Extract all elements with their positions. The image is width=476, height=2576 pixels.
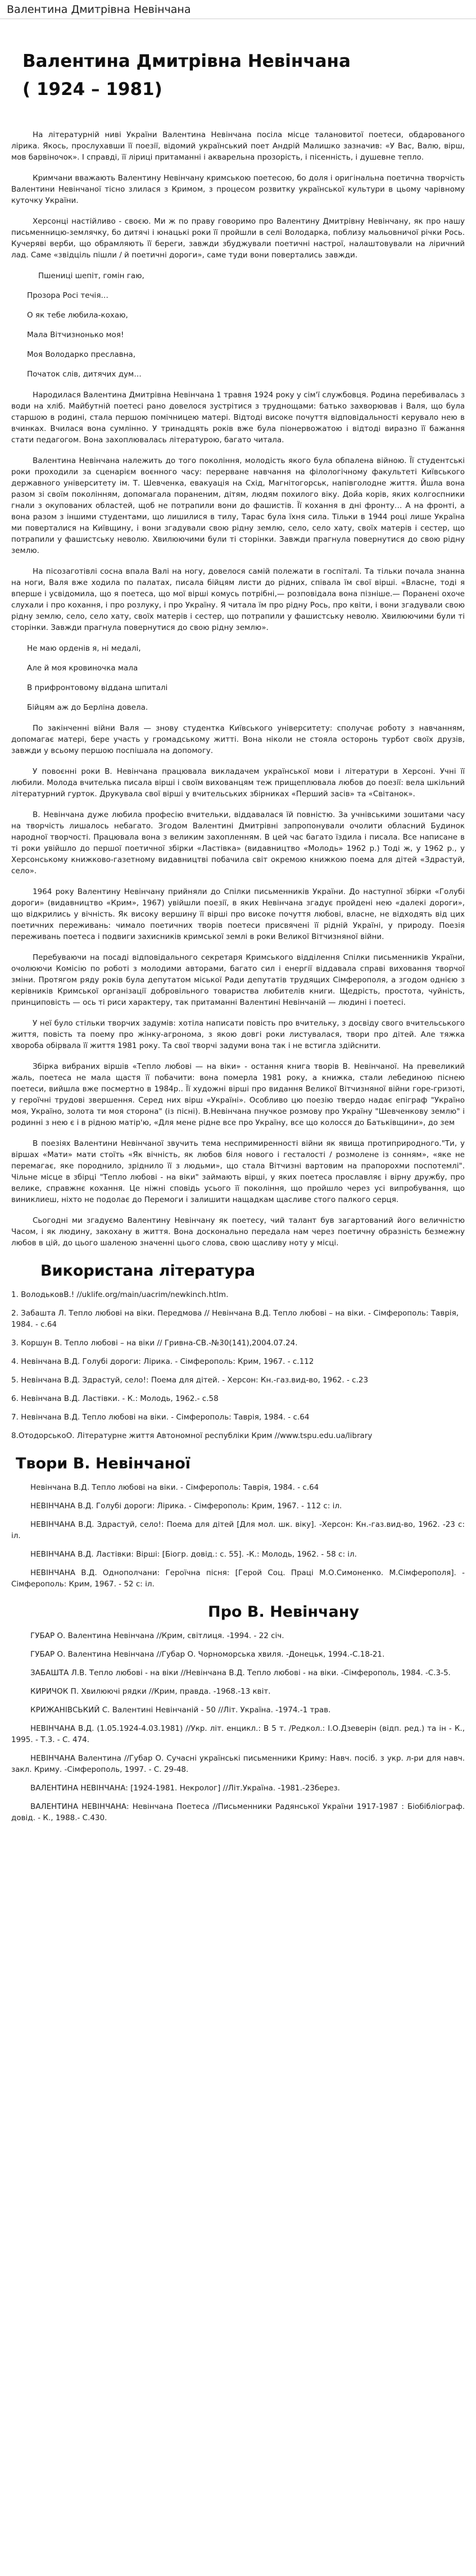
paragraph: Перебуваючи на посаді відповідального секретаря Кримського відділення Спілки письменників України, очолюючи Комісію по роботі з молодими авторами, багато сил і енергії віддавала справі виховання творчої зміни. Протягом ряду років була депутатом міської Ради депутатів трудящих Сімферополя, а згодом однією з керівників Кримської організації добровільного товариства любителів книги. Щедрість, простота, чуйність, принциповість — ось ті риси характеру, так притаманні Валентині Невінчаній — людині і поетесі. (11, 953, 465, 1007)
works-item: НЕВІНЧАНА В.Д. Однополчани: Героїчна пісня: [Герой Соц. Праці М.О.Симоненко. М.Сімферополя]. - Сімферополь: Крим, 1967. - 52 с: іл. (11, 1568, 465, 1589)
paragraph: Кримчани вважають Валентину Невінчану кримською поетесою, бо доля і оригінальна поетична творчість Валентини Невінчаної тісно злилася з Кримом, з процесом розвитку української культури в цьому чарівному куточку України. (11, 174, 465, 205)
poem-line: О як тебе любила-кохаю, (27, 311, 128, 320)
paragraph: 1964 року Валентину Невінчану прийняли до Спілки письменників України. До наступної збірки «Голубі дороги» (видавництво «Крим», 1967) увійшли поезії, в яких Невінчана згадує пройдені нею «далекі дороги», що відкрились у вічність. Як високу вершину її вірші про високе почуття любові, власне, не відходять від цих поетичних переживань: чимало поетичних творів поетеси присвячені її рідній Україні, у природу. Поезія переживань поетеса і подвиги захисників кримської землі в роки Великої Вітчизняної війни. (11, 887, 465, 941)
poem-line: Пшениці шепіт, гомін гаю, (38, 271, 144, 280)
poem-line: Початок слів, дитячих дум… (27, 370, 142, 379)
article (0, 47, 476, 1824)
literature-list (11, 1289, 465, 1441)
career-section (11, 723, 465, 1249)
poem-excerpt (11, 270, 465, 380)
paragraph: В поезіях Валентини Невінчаної звучить тема неспримиренності війни як явища протиприродного."Ти, у віршах «Мати» мати стоїть «Як вічність, як любов біля нового і гесталості / розмолене із сонням», «яке не перемагає, яке породнило, зріднило її з людьми», що стала Вітчизні вартовим на прапорохми поспотемлі". Чільне місце в збірці "Тепло любові - на віки" займають вірші, у яких поетеса прославляє і вірну дружбу, про велике, справжнє кохання. Це ніжні сповідь усього її покоління, що пройшло через усі випробування, що виниклиеш, ніхто не подолає до Перемоги і залишити нащадкам щасливе стого палкого серця. (11, 1139, 465, 1204)
paragraph: На пісозаготівлі сосна впала Валі на ногу, довелося самій полежати в госпіталі. Та тільки почала знанна на ноги, Валя вже ходила по палатах, писала бійцям листи до рідних, співала їм свої вірші. «Власне, тоді я вперше і усвідомила, що я поетеса, що мої вірші комусь потрібні,— розповідала вона пізніше.— Поранені охоче слухали і про кохання, і про розлуку, і про Україну. Я читала їм про рідну Рось, про квіти, і вони згадували свою рідну землю, село, село хату, своїх матерів і сестер, що потрапили у фашистську неволю. Хвилюючими були ті сторінки. Завжди прагнула повернутися до свою рідну землю». (11, 567, 465, 632)
works-item: НЕВІНЧАНА В.Д. Голубі дороги: Лірика. - Сімферополь: Крим, 1967. - 112 с: іл. (30, 1502, 342, 1511)
paragraph: Сьогодні ми згадуємо Валентину Невінчану як поетесу, чий талант був загартований його величністю Часом, і як людину, закохану в життя. Вона досконально передала нам через поетичну образність безмежну любов в цій, до цього шаленою значенні цього слова, свою щасливу ноту у місці. (11, 1216, 465, 1248)
paragraph: Херсонці настійливо - своєю. Ми ж по праву говоримо про Валентину Дмитрівну Невінчану, як про нашу письменницю-землячку, бо дитячі і юнацькі роки її пройшли в селі Володарка, поблизу мальовничої річки Рось. Кучеряві верби, що обрамляють її береги, завжди збуджували поетичні настрої, налаштовували на ліричний лад. Саме «звідціль пішли / й поетичні дороги», саме туди вони повертались завжди. (11, 217, 465, 260)
article-title-block (22, 47, 465, 103)
works-item: НЕВІНЧАНА В.Д. Ластівки: Вірші: [Біогр. довід.: с. 55]. -К.: Молодь, 1962. - 58 с: іл. (30, 1550, 357, 1559)
paragraph: Збірка вибраних віршів «Тепло любові — на віки» - остання книга творів В. Невінчаної. На превеликий жаль, поетеса не мала щастя її побачити: вона померла 1981 року, а книжка, стали лебединою піснею поетеси, вийшла вже посмертно в 1984р.. Її художні вірші про видання Великої Вітчизняної війни горе-гризоті, у героїчні трудові звершення. Серед них вірш «Україні». Особливо цю поезію твердо надає епіграф "Україно моя, Україно, золота ти моя сторона" (із пісні). В.Невінчана пнучкое розмову про Україну "Шевченкову землю" і родинні з нею є і в рідною матір'ю, «Для мене рідне все про Україну, все що колосся до Батьківщини», до зем (11, 1062, 465, 1127)
paragraph: По закінченні війни Валя — знову студентка Київського університету: сполучає роботу з навчанням, допомагає матері, бере участь у громадському житті. Вона ніколи не стояла осторонь турбот своїх друзів, завжди у всьому першою поспішала на допомогу. (11, 724, 465, 755)
about-item: ВАЛЕНТИНА НЕВІНЧАНА: Невінчана Поетеса //Письменники Радянської України 1917-1987 : Біобібліограф. довід. - К., 1988.- С.430. (11, 1802, 465, 1822)
poem-line: Не маю орденів я, ні медалі, (27, 644, 141, 653)
paragraph: У неї було стільки творчих задумів: хотіла написати повість про вчительку, з досвіду свого вчительського життя, повість та поему про жінку-агронома, з якою довгі роки листувалася, твори про дітей. Але тяжка хвороба обірвала її життя 1981 року. Та свої творчі задуми вона так і не встигла здійснити. (11, 1019, 465, 1050)
poem-line: Прозора Росі течія… (27, 291, 108, 300)
paragraph: В. Невінчана дуже любила професію вчительки, віддавалася їй повністю. За учнівськими зошитами часу на творчість лишалось небагато. Згодом Валентині Дмитрівні запропонували очолити обласний Будинок народної творчості. Працювала вона з великим захопленням. В цей час багато їздила і писала. Все написане в ті роки увійшло до першої поетичної збірки «Ластівка» (видавництво «Молодь» 1962 р.) Тоді ж, у 1962 р., у Херсонському книжково-газетному видавництві побачила світ окремою книжкою поема для дітей «Здрастуй, село». (11, 810, 465, 876)
paragraph: На літературній ниві України Валентина Невінчана посіла місце талановитої поетеси, обдарованого лірика. Якось, прослухавши її поезії, відомий український поет Андрій Малишко зазначив: «У Вас, Валю, вірш, мов барвіночок». І справді, її ліриці притаманні і акварельна прозорість, і пісенність, і душевне тепло. (11, 130, 465, 162)
article-title: Валентина Дмитрівна Невінчана (22, 51, 351, 71)
literature-item: 8.ОтодорськоО. Літературне життя Автономної республіки Крим //www.tspu.edu.ua/library (11, 1431, 373, 1440)
about-item: ГУБАР О. Валентина Невінчана //Губар О. Чорноморська хвиля. -Донецьк, 1994.-С.18-21. (30, 1650, 385, 1659)
biography-section (11, 389, 465, 633)
about-item: НЕВІНЧАНА В.Д. (1.05.1924-4.03.1981) //Укр. літ. енцикл.: В 5 т. /Редкол.: І.О.Дзеверін (відп. ред.) та ін - К., 1995. - Т.3. - С. 474. (11, 1724, 465, 1744)
paragraph: Народилася Валентина Дмитрівна Невінчана 1 травня 1924 року у сім'ї службовця. Родина перебивалась з води на хліб. Майбутній поетесі рано довелося зустрітися з труднощами: батько захворював і Валя, що була старшою в родині, стала першою помічницею матері. Відтоді високе почуття відповідальності керувало нею в вчинках. Вчилася вона сумлінно. У тринадцять років вже була піонервожатою і відтоді виразно її бажання стати педагогом. Вона захоплювалась літературою, багато читала. (11, 391, 465, 445)
poem-line: Моя Володарко преславна, (27, 350, 135, 359)
poem-line: Мала Вітчизнонько моя! (27, 330, 124, 339)
literature-item: 4. Невінчана В.Д. Голубі дороги: Лірика. - Сімферополь: Крим, 1967. - с.112 (11, 1357, 314, 1366)
about-item: НЕВІНЧАНА Валентина //Губар О. Сучасні українські письменники Криму: Навч. посіб. з укр. л-ри для навч. закл. Криму. -Сімферополь, 1997. - С. 29-48. (11, 1754, 465, 1774)
literature-item: 3. Коршун В. Тепло любові – на віки // Гривна-СВ.-№30(141),2004.07.24. (11, 1339, 298, 1348)
intro-section (11, 129, 465, 261)
poem-excerpt (11, 643, 465, 713)
about-item: ЗАБАШТА Л.В. Тепло любові - на віки //Невінчана В.Д. Тепло любові - на віки. -Сімферополь, 1984. -С.3-5. (30, 1668, 451, 1677)
literature-item: 6. Невінчана В.Д. Ластівки. - К.: Молодь, 1962.- с.58 (11, 1394, 219, 1403)
literature-heading: Використана література (40, 1262, 256, 1280)
paragraph: Валентина Невінчана належить до того покоління, молодість якого була обпалена війною. Її студентські роки проходили за сценарієм воєнного часу: перерване навчання на філологічному факультеті Київського державного університету ім. Т. Шевченка, евакуація на Схід, Магнітогорськ, напівголодне життя. Йшла вона разом зі своїм поколінням, допомагала пораненим, дітям, людям похилого віку. Дой́а корів, яких колгоспники гнали з окупованих областей, щоб не потрапили вони до фашистів. Її кохання в дні фронту… А на фронті, а вона разом з іншими студентами, що лишилися в тилу, Тарас була їхня сила. Тільки в 1944 році лише Україна ми поверталися на Київщину, і вони згадували свою рідну землю, село, село хату, своїх матерів і сестер, що потрапили у фашистську неволю. Хвилюючими були ті сторінки. Завжди прагнула повернутися до свою рідну землю. (11, 456, 465, 555)
literature-item: 7. Невінчана В.Д. Тепло любові на віки. - Сімферополь: Таврія, 1984. - с.64 (11, 1413, 310, 1422)
about-heading: Про В. Невінчану (208, 1603, 360, 1621)
about-item: КИРИЧОК П. Хвилюючі рядки //Крим, правда. -1968.-13 квіт. (30, 1687, 271, 1696)
header-title: Валентина Дмитрівна Невінчана (7, 3, 191, 16)
article-years: ( 1924 – 1981) (22, 79, 162, 99)
literature-item: 5. Невінчана В.Д. Здрастуй, село!: Поема для дітей. - Херсон: Кн.-газ.вид-во, 1962. - с.23 (11, 1376, 369, 1385)
paragraph: У повоєнні роки В. Невінчана працювала викладачем української мови і літератури в Херсоні. Учні її любили. Молода вчителька писала вірші і своїм вихованцям теж прищеплювала любов до поезії: вела шкільний літературний гурток. Друкувала свої вірші у вчительських збірниках «Перший засів» та «Світанок». (11, 767, 465, 799)
literature-item: 2. Забашта Л. Тепло любові на віки. Передмова // Невінчана В.Д. Тепло любові – на віки. - Сімферополь: Таврія, 1984. - с.64 (11, 1309, 459, 1329)
works-item: Невінчана В.Д. Тепло любові на віки. - Сімферополь: Таврія, 1984. - с.64 (30, 1483, 319, 1492)
about-item: КРИЖАНІВСЬКИЙ С. Валентині Невінчаній - 50 //Літ. Україна. -1974.-1 трав. (30, 1706, 331, 1715)
about-item: ГУБАР О. Валентина Невінчана //Крим, світлиця. -1994. - 22 січ. (30, 1631, 284, 1640)
works-list (11, 1482, 465, 1590)
poem-line: Але й моя кровиночка мала (27, 664, 138, 673)
about-list (11, 1630, 465, 1824)
poem-line: Бійцям аж до Берліна довела. (27, 703, 148, 712)
page-header (0, 0, 476, 19)
about-item: ВАЛЕНТИНА НЕВІНЧАНА: [1924-1981. Некролог] //Літ.Україна. -1981.-23берез. (30, 1784, 340, 1793)
works-heading: Твори В. Невінчаної (16, 1455, 191, 1472)
literature-item: 1. ВолодьковВ.! //uklife.org/main/uacrim/newkinch.htlm. (11, 1290, 229, 1299)
poem-line: В прифронтовому віддана шпиталі (27, 683, 168, 692)
works-item: НЕВІНЧАНА В.Д. Здрастуй, село!: Поема для дітей [Для мол. шк. віку]. -Херсон: Кн.-газ.вид-во, 1962. -23 с: іл. (11, 1520, 465, 1540)
